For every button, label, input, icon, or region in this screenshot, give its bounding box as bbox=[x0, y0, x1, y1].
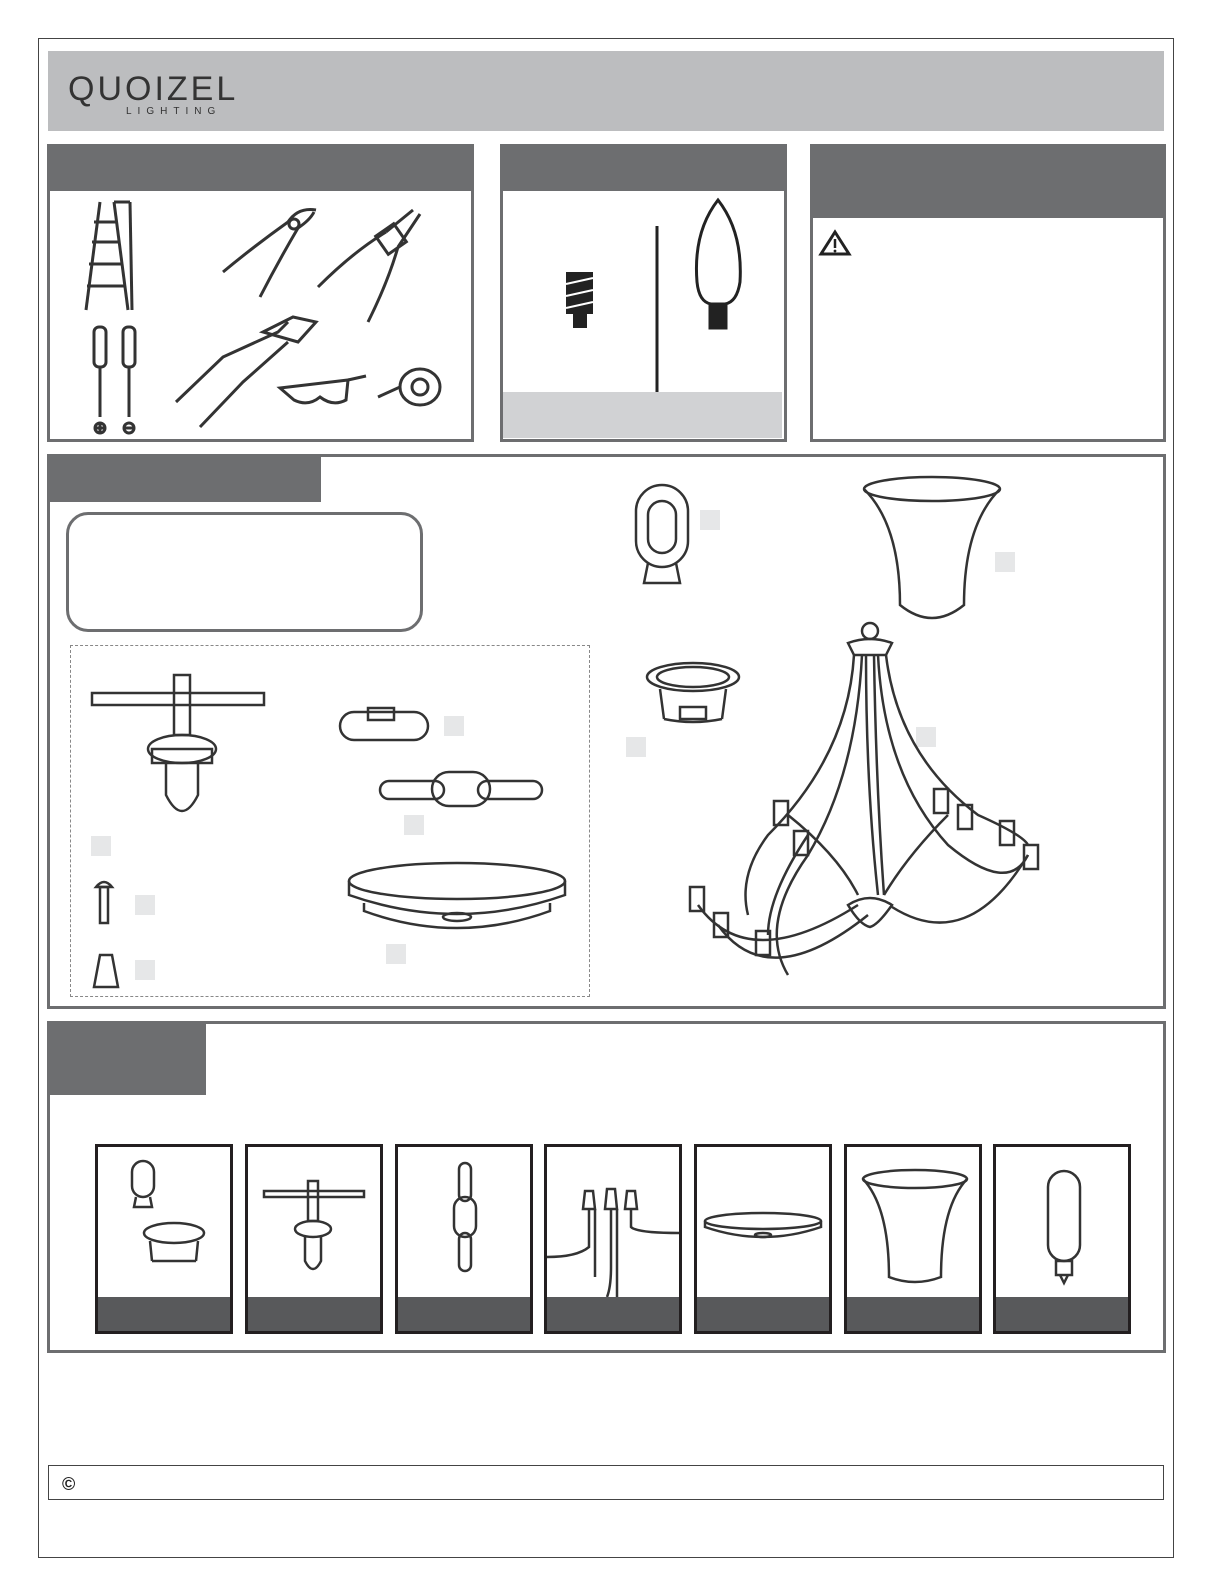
cfl-bulb-icon bbox=[566, 272, 593, 328]
crimping-tool-icon bbox=[176, 317, 316, 427]
step-5-card bbox=[694, 1144, 832, 1334]
screw-icon bbox=[96, 882, 112, 923]
tools-illustration bbox=[48, 192, 473, 440]
glass-shade-icon bbox=[847, 1147, 979, 1297]
tools-panel-heading-bar bbox=[47, 144, 474, 191]
step-1-card bbox=[95, 1144, 233, 1334]
chain-icon bbox=[398, 1147, 530, 1297]
step-6-footer bbox=[847, 1297, 979, 1331]
bulb-icon bbox=[996, 1147, 1128, 1297]
chandelier-body-icon bbox=[690, 623, 1038, 975]
chain-link-icon bbox=[340, 708, 428, 740]
wire-nut-icon bbox=[94, 955, 118, 987]
chain-icon bbox=[380, 772, 542, 806]
canopy-icon bbox=[349, 863, 565, 928]
step-1-footer bbox=[98, 1297, 230, 1331]
bulb-panel-heading-bar bbox=[500, 144, 787, 191]
step-7-card bbox=[993, 1144, 1131, 1334]
step-2-card bbox=[245, 1144, 383, 1334]
wire-stripper-icon bbox=[318, 210, 420, 322]
safety-glasses-icon bbox=[280, 376, 366, 403]
ladder-icon bbox=[86, 202, 132, 310]
step-3-footer bbox=[398, 1297, 530, 1331]
warning-panel-heading-bar bbox=[810, 144, 1166, 218]
step-3-card bbox=[395, 1144, 533, 1334]
copyright-box bbox=[48, 1465, 1164, 1500]
copyright-symbol: © bbox=[62, 1474, 76, 1494]
step-6-card bbox=[844, 1144, 982, 1334]
bulb-illustration bbox=[503, 192, 783, 392]
canopy-icon bbox=[697, 1147, 829, 1297]
loop-icon bbox=[636, 485, 688, 583]
step-4-card bbox=[544, 1144, 682, 1334]
step-2-footer bbox=[248, 1297, 380, 1331]
step-4-footer bbox=[547, 1297, 679, 1331]
slip-joint-pliers-icon bbox=[223, 210, 316, 298]
electrical-tape-icon bbox=[378, 369, 440, 405]
steps-panel-heading-bar bbox=[47, 1021, 206, 1095]
brand-tagline: LIGHTING bbox=[126, 106, 222, 117]
warning-triangle-icon bbox=[819, 230, 851, 256]
crossbar-and-hook-icon bbox=[248, 1147, 380, 1297]
loop-and-cup-icon bbox=[98, 1147, 230, 1297]
brand-logo bbox=[68, 70, 278, 120]
parts-illustration bbox=[48, 455, 1164, 1007]
wire-connectors-icon bbox=[547, 1147, 679, 1297]
screwdriver-icon bbox=[94, 327, 135, 433]
shade-fitter-icon bbox=[647, 663, 739, 722]
step-5-footer bbox=[697, 1297, 829, 1331]
step-7-footer bbox=[996, 1297, 1128, 1331]
crossbar-hook-icon bbox=[92, 675, 264, 811]
glass-shade-icon bbox=[864, 477, 1000, 618]
candelabra-bulb-icon bbox=[696, 200, 740, 328]
bulb-panel-footer bbox=[503, 392, 782, 438]
brand-name: QUOIZEL bbox=[68, 70, 239, 108]
